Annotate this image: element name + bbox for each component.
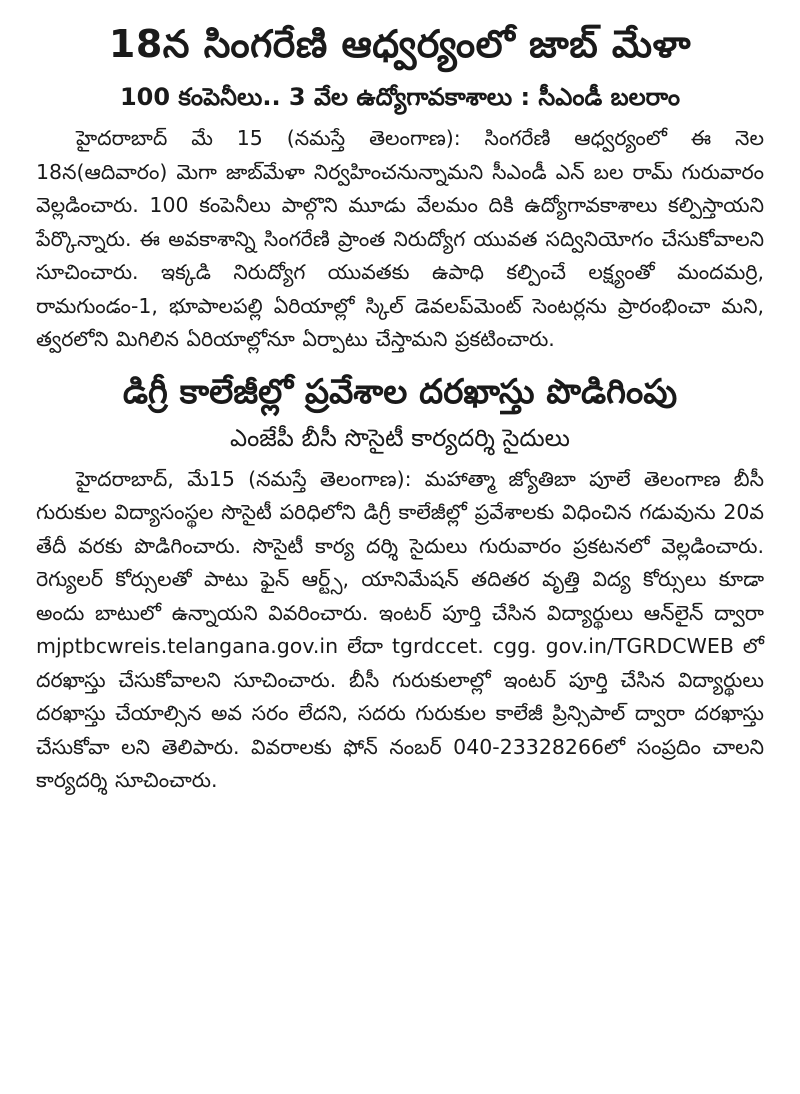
article2-body: హైదరాబాద్, మే15 (నమస్తే తెలంగాణ): మహాత్మా జ్యోతిబా పూలే తెలంగాణ బీసీ గురుకుల విద్యాసంస్థల సొసైటీ పరిధిలోని డిగ్రీ కాలేజీల్లో ప్రవేశాలకు విధించిన గడువును 20వ తేదీ వరకు పొడిగించారు. సొసైటీ కార్య దర్శి సైదులు గురువారం ప్రకటనలో వెల్లడించారు. రెగ్యులర్ కోర్సులతో పాటు ఫైన్ ఆర్ట్స్, యానిమేషన్ తదితర వృత్తి విద్య కోర్సులు కూడా అందు బాటులో ఉన్నాయని వివరించారు. ఇంటర్ పూర్తి చేసిన విద్యార్థులు ఆన్‌లైన్ ద్వారా mjptbcwreis.telangana.gov.in లేదా tgrdccet. cgg. gov.in/TGRDCWEB లో దరఖాస్తు చేసుకోవాలని సూచించారు. బీసీ గురుకులాల్లో ఇంటర్ పూర్తి చేసిన విద్యార్థులు దరఖాస్తు చేయాల్సిన అవ సరం లేదని, సదరు గురుకుల కాలేజీ ప్రిన్సిపాల్ ద్వారా దరఖాస్తు చేసుకోవా లని తెలిపారు. వివరాలకు ఫోన్ నంబర్ 040-23328266లో సంప్రదిం చాలని కార్యదర్శి సూచించారు.: [36, 466, 764, 792]
article1-body: హైదరాబాద్ మే 15 (నమస్తే తెలంగాణ): సింగరేణి ఆధ్వర్యంలో ఈ నెల 18న(ఆదివారం) మెగా జాబ్‌మేళా నిర్వహించనున్నామని సీఎండీ ఎన్ బల రామ్ గురువారం వెల్లడించారు. 100 కంపెనీలు పాల్గొని మూడు వేలమం దికి ఉద్యోగావకాశాలు కల్పిస్తాయని పేర్కొన్నారు. ఈ అవకాశాన్ని సింగరేణి ప్రాంత నిరుద్యోగ యువత సద్వినియోగం చేసుకోవాలని సూచించారు. ఇక్కడి నిరుద్యోగ యువతకు ఉపాధి కల్పించే లక్ష్యంతో మందమర్రి, రామగుండం-1, భూపాలపల్లి ఏరియాల్లో స్కిల్ డెవలప్‌మెంట్ సెంటర్లను ప్రారంభించా మని, త్వరలోని మిగిలిన ఏరియాల్లోనూ ఏర్పాటు చేస్తామని ప్రకటించారు.: [36, 126, 764, 351]
article1-headline: 18న సింగరేణి ఆధ్వర్యంలో జాబ్ మేళా: [108, 22, 692, 66]
article1-subheadline: 100 కంపెనీలు.. 3 వేల ఉద్యోగావకాశాలు : సీఎండీ బలరాం: [119, 83, 681, 111]
article2-headline: డిగ్రీ కాలేజీల్లో ప్రవేశాల దరఖాస్తు పొడిగింపు: [122, 371, 678, 412]
article2-subheadline: ఎంజేపీ బీసీ సొసైటీ కార్యదర్శి సైదులు: [230, 423, 570, 452]
